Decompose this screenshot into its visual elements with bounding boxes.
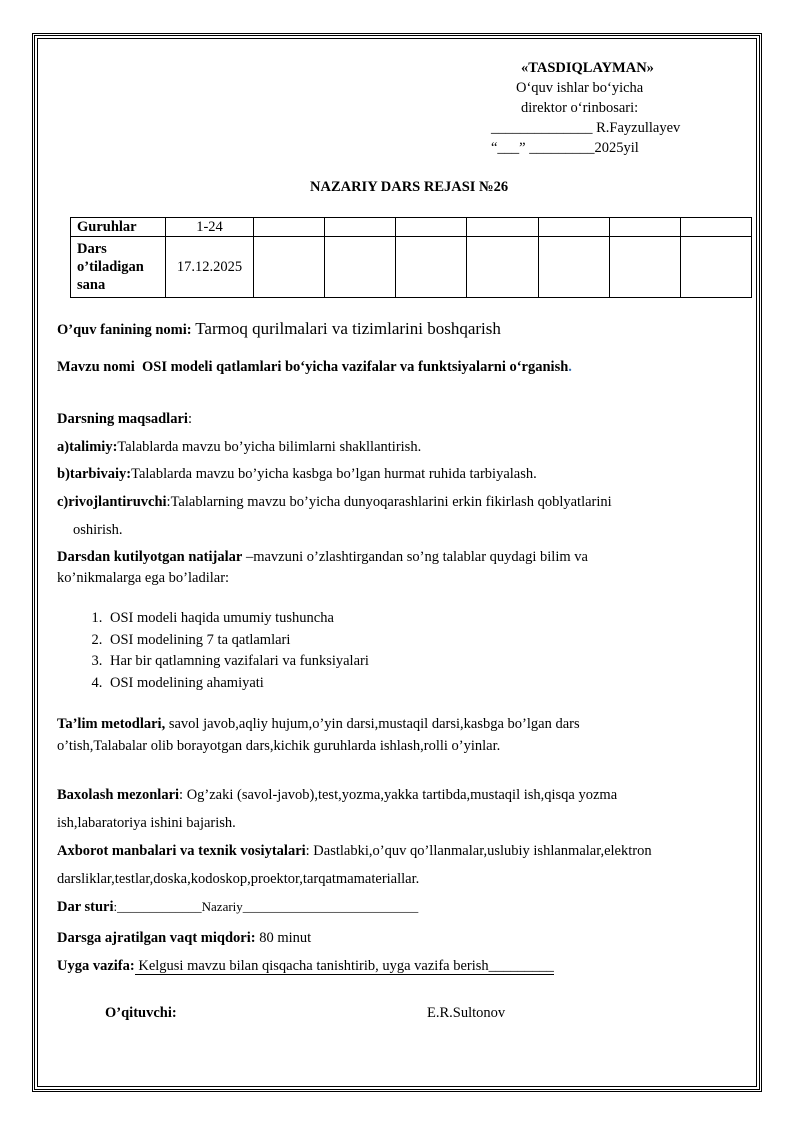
lesson-type-label: Dar sturi [57, 899, 114, 915]
goal-c [57, 494, 612, 511]
goals-heading-colon: : [187, 411, 192, 427]
assessment-text1: : Og’zaki (savol-javob),test,yozma,yakka tartibda,mustaqil ish,qisqa yozma [179, 787, 618, 803]
table-cell [467, 237, 538, 298]
goal-a-label: a)talimiy: [57, 439, 118, 455]
groups-value: 1-24 [166, 218, 254, 237]
goals-heading-text: Darsning maqsadlari [57, 411, 188, 427]
topic-dot: . [568, 359, 572, 375]
homework-value: Kelgusi mavzu bilan qisqacha tanishtirib, uyga vazifa berish_________ [134, 958, 554, 974]
methods-text1: savol javob,aqliy hujum,o’yin darsi,mustaqil darsi,kasbga bo’lgan dars [165, 716, 580, 732]
goal-b-text: Talablarda mavzu bo’yicha kasbga bo’lgan hurmat ruhida tarbiyalash. [131, 466, 537, 482]
results-list [56, 608, 369, 694]
time-value: 80 minut [255, 930, 312, 946]
goal-c-text: :Talablarning mavzu bo’yicha dunyoqarashlarini erkin fikirlash qoblyatlarini [166, 494, 612, 510]
groups-label: Guruhlar [71, 218, 166, 237]
homework-line [57, 958, 554, 975]
results-line1 [57, 549, 588, 566]
goal-b-label: b)tarbivaiy: [57, 466, 132, 482]
time-line [57, 930, 311, 947]
approval-line2: direktor o‘rinbosari: [521, 100, 639, 116]
table-cell [396, 237, 467, 298]
goals-heading [57, 411, 192, 428]
results-label: Darsdan kutilyotgan natijalar [57, 549, 243, 565]
subject-value: Tarmoq qurilmalari va tizimlarini boshqarish [195, 319, 501, 338]
approval-title: «TASDIQLAYMAN» [521, 60, 654, 76]
resources-line1 [57, 843, 652, 860]
approval-line1: O‘quv ishlar bo‘yicha [516, 80, 644, 96]
goal-a [57, 439, 421, 456]
table-cell [609, 237, 680, 298]
time-label: Darsga ajratilgan vaqt miqdori: [57, 930, 256, 946]
resources-label: Axborot manbalari va texnik vosiytalari [57, 843, 306, 859]
list-item: 2. OSI modelining 7 ta qatlamlari [106, 630, 369, 652]
date-label: Dars o’tiladigan sana [71, 237, 166, 298]
results-line2: ko’nikmalarga ega bo’ladilar: [57, 570, 230, 586]
methods-line1 [57, 716, 580, 733]
list-item: 1. OSI modeli haqida umumiy tushuncha [106, 608, 369, 630]
list-item: 3. Har bir qatlamning vazifalari va funksiyalari [106, 651, 369, 673]
table-cell [254, 237, 325, 298]
list-item: 4. OSI modelining ahamiyati [106, 673, 369, 695]
lesson-type-line [57, 899, 418, 916]
assessment-label: Baxolash mezonlari [57, 787, 180, 803]
table-cell [538, 218, 609, 237]
assessment-line2: ish,labaratoriya ishini bajarish. [57, 815, 236, 831]
teacher-name: E.R.Sultonov [427, 1005, 506, 1021]
table-cell [325, 237, 396, 298]
goal-c-continued: oshirish. [73, 522, 123, 538]
results-text1: –mavzuni o’zlashtirgandan so’ng talablar quydagi bilim va [242, 549, 588, 565]
methods-label: Ta’lim metodlari, [57, 716, 166, 732]
table-cell [467, 218, 538, 237]
table-row [71, 237, 752, 298]
goal-c-label: c)rivojlantiruvchi [57, 494, 167, 510]
methods-line2: o’tish,Talabalar olib borayotgan dars,kichik guruhlarda ishlash,rolli o’yinlar. [57, 738, 501, 754]
assessment-line1 [57, 787, 617, 804]
table-cell [254, 218, 325, 237]
teacher-label: O’qituvchi: [105, 1005, 177, 1021]
date-value: 17.12.2025 [166, 237, 254, 298]
table-cell [396, 218, 467, 237]
homework-label: Uyga vazifa: [57, 958, 135, 974]
resources-line2: darsliklar,testlar,doska,kodoskop,proektor,tarqatmamateriallar. [57, 871, 420, 887]
topic-line [57, 359, 572, 376]
goal-b [57, 466, 537, 483]
table-row [71, 218, 752, 237]
lesson-type-value: :_____________Nazariy___________________________ [113, 899, 419, 914]
groups-table [70, 217, 752, 298]
approval-signature: ______________ R.Fayzullayev [491, 120, 681, 136]
table-cell [680, 237, 751, 298]
table-cell [680, 218, 751, 237]
table-cell [609, 218, 680, 237]
topic-value: OSI modeli qatlamlari bo‘yicha vazifalar va funktsiyalarni o‘rganish [141, 359, 569, 375]
goal-a-text: Talablarda mavzu bo’yicha bilimlarni shakllantirish. [117, 439, 422, 455]
table-cell [325, 218, 396, 237]
topic-label: Mavzu nomi [57, 359, 135, 375]
approval-date: “___” _________2025yil [491, 140, 639, 156]
resources-text1: : Dastlabki,o’quv qo’llanmalar,uslubiy ishlanmalar,elektron [305, 843, 652, 859]
table-cell [538, 237, 609, 298]
subject-label: O’quv fanining nomi: [57, 322, 192, 338]
subject-line [57, 319, 501, 339]
document-title: NAZARIY DARS REJASI №26 [310, 179, 509, 195]
